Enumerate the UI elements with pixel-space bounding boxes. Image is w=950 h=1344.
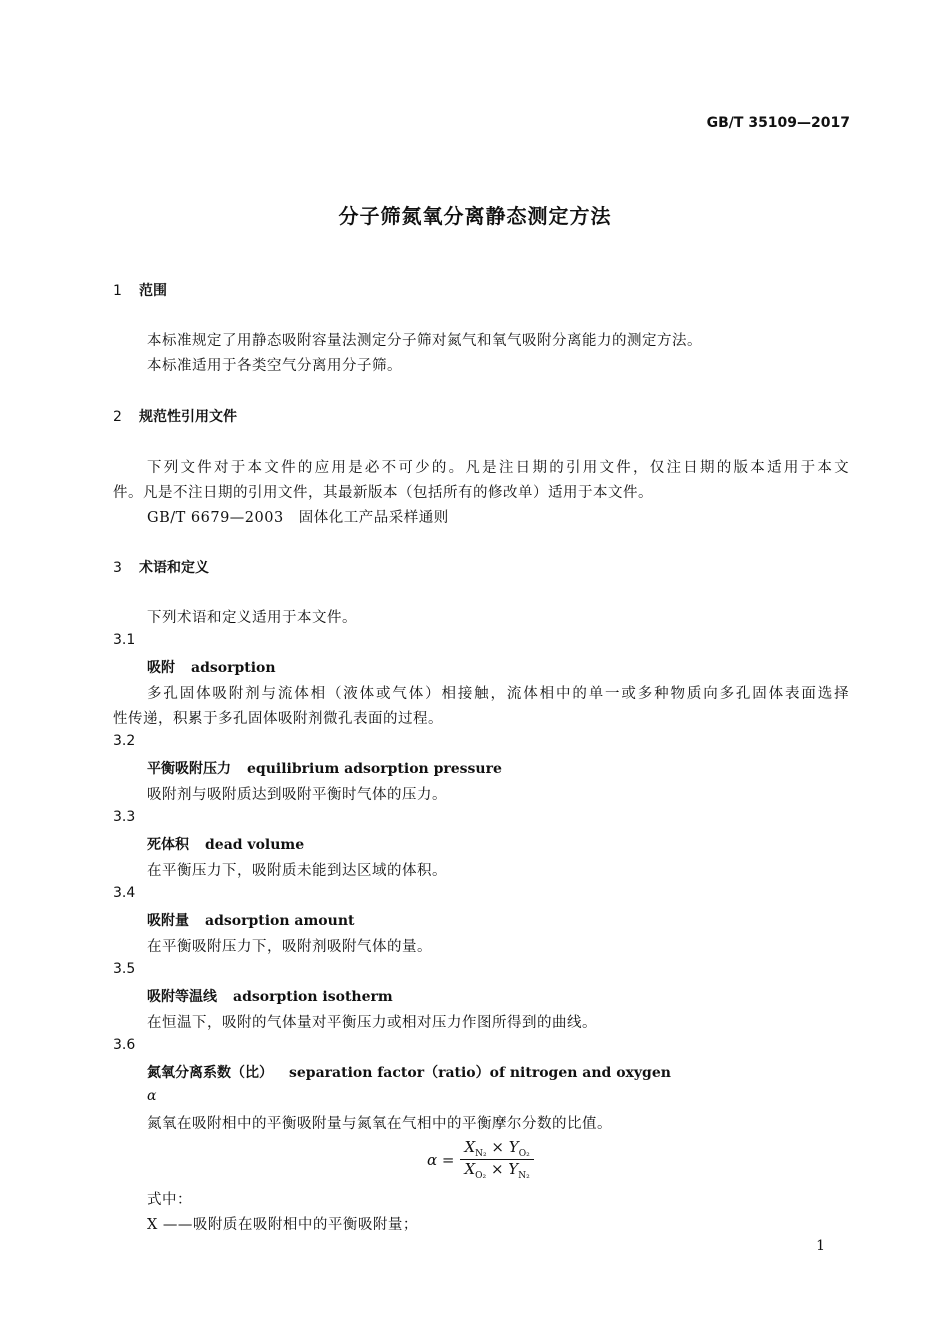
- page-number: 1: [816, 1238, 825, 1254]
- subclause-number: 3.6: [113, 1037, 136, 1053]
- where-label: 式中：: [147, 1192, 192, 1208]
- paragraph: 下列文件对于本文件的应用是必不可少的。凡是注日期的引用文件，仅注日期的版本适用于本文: [147, 460, 850, 476]
- formula-fraction: [460, 1138, 533, 1181]
- formula-lhs: α =: [427, 1150, 455, 1169]
- subclause-number: 3.2: [113, 733, 136, 749]
- separation-factor-formula: [427, 1138, 534, 1181]
- term: 氮氧分离系数（比） separation factor（ratio）of nitrogen and oxygen: [147, 1065, 671, 1081]
- subclause-number: 3.3: [113, 809, 136, 825]
- term-symbol: α: [147, 1088, 157, 1104]
- definition: 在平衡吸附压力下，吸附剂吸附气体的量。: [147, 939, 432, 955]
- term: 吸附等温线 adsorption isotherm: [147, 989, 393, 1005]
- formula-numerator: $X_{N_2} \times Y_{O_2}$: [464, 1138, 530, 1159]
- section-heading-2: 2 规范性引用文件: [113, 409, 237, 425]
- term: 吸附 adsorption: [147, 660, 276, 676]
- paragraph: 本标准适用于各类空气分离用分子筛。: [147, 358, 402, 374]
- definition: 在平衡压力下，吸附质未能到达区域的体积。: [147, 863, 447, 879]
- term: 吸附量 adsorption amount: [147, 913, 355, 929]
- definition: 在恒温下，吸附的气体量对平衡压力或相对压力作图所得到的曲线。: [147, 1015, 597, 1031]
- subclause-number: 3.4: [113, 885, 136, 901]
- section-heading-1: 1 范围: [113, 283, 167, 299]
- definition: 氮氧在吸附相中的平衡吸附量与氮氧在气相中的平衡摩尔分数的比值。: [147, 1116, 612, 1132]
- document-title: 分子筛氮氧分离静态测定方法: [338, 204, 612, 228]
- standard-number: GB/T 35109—2017: [706, 115, 850, 131]
- term: 死体积 dead volume: [147, 837, 305, 853]
- section-heading-3: 3 术语和定义: [113, 560, 209, 576]
- definition: 性传递，积累于多孔固体吸附剂微孔表面的过程。: [113, 711, 443, 727]
- paragraph: 件。凡是不注日期的引用文件，其最新版本（包括所有的修改单）适用于本文件。: [113, 485, 653, 501]
- paragraph: 下列术语和定义适用于本文件。: [147, 610, 357, 626]
- paragraph: 本标准规定了用静态吸附容量法测定分子筛对氮气和氧气吸附分离能力的测定方法。: [147, 333, 702, 349]
- variable-definition: X ——吸附质在吸附相中的平衡吸附量；: [147, 1217, 418, 1233]
- definition: 多孔固体吸附剂与流体相（液体或气体）相接触，流体相中的单一或多种物质向多孔固体表面选择: [147, 686, 850, 702]
- term: 平衡吸附压力 equilibrium adsorption pressure: [147, 761, 502, 777]
- formula-denominator: $X_{O_2} \times Y_{N_2}$: [464, 1160, 530, 1181]
- definition: 吸附剂与吸附质达到吸附平衡时气体的压力。: [147, 787, 447, 803]
- subclause-number: 3.5: [113, 961, 136, 977]
- subclause-number: 3.1: [113, 632, 136, 648]
- normative-reference: GB/T 6679—2003 固体化工产品采样通则: [147, 510, 449, 526]
